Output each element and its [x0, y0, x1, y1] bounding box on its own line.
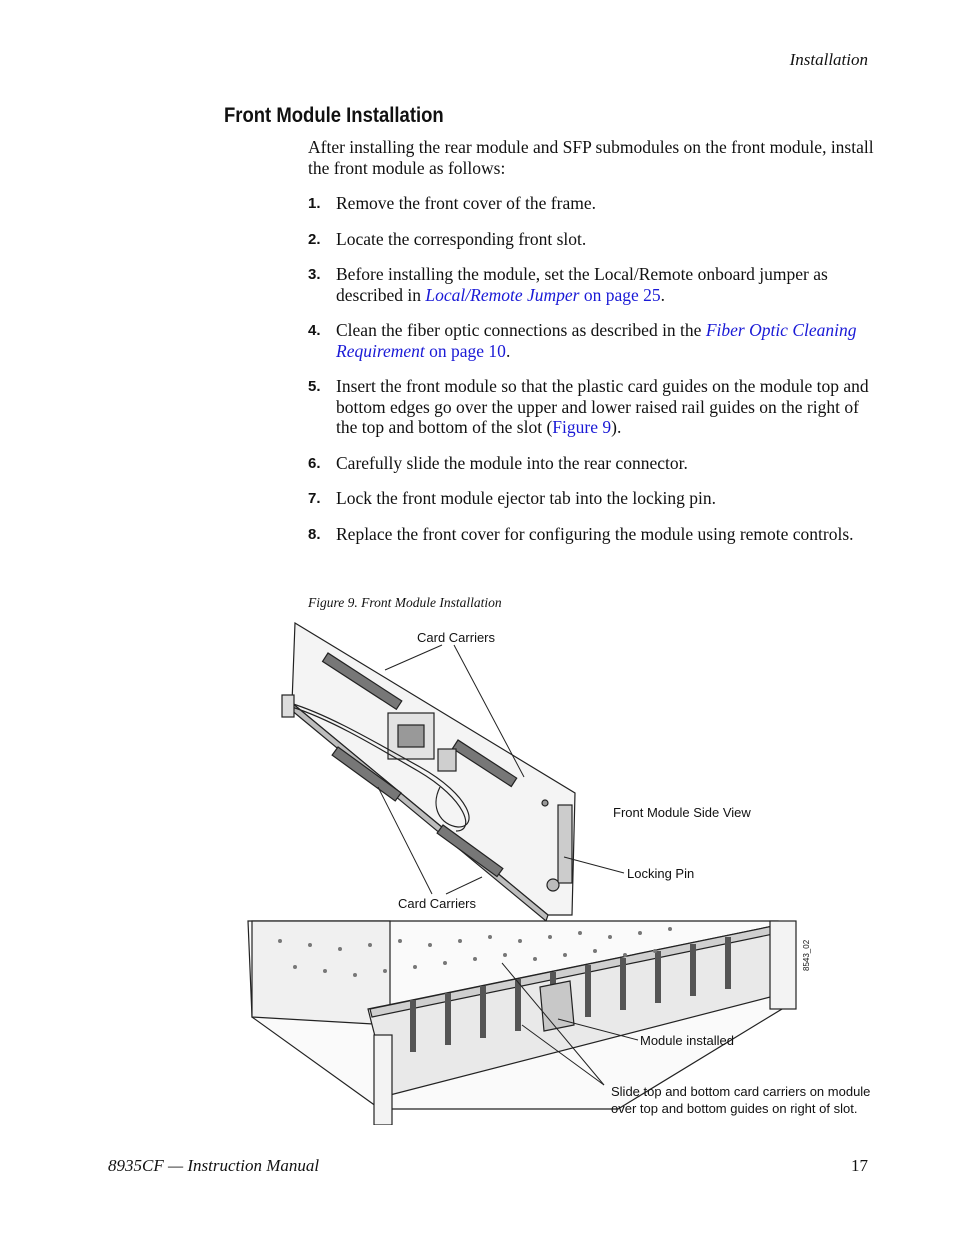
locking-pin: [558, 805, 572, 883]
step-text: Locate the corresponding front slot.: [336, 228, 587, 249]
step-6: [308, 453, 874, 474]
figure-9-link[interactable]: Figure 9: [552, 417, 612, 437]
locking-pin-label: Locking Pin: [627, 866, 695, 881]
section-title: Front Module Installation: [224, 104, 444, 127]
slide-instruction-line1: Slide top and bottom card carriers on module: [611, 1084, 871, 1099]
front-module-installation-figure: [240, 615, 880, 1125]
slide-instruction-label: [611, 1083, 870, 1117]
leader-card-carriers-bottom-2: [446, 877, 482, 894]
step-7: [308, 488, 874, 509]
page-number: 17: [851, 1156, 868, 1175]
installation-steps: [308, 193, 874, 559]
frame-right-ear: [770, 921, 796, 1009]
step-text: Insert the front module so that the plastic card guides on the module top and bottom edges go over the upper and lower raised rail guides on the right of the top and bottom of the slot (: [336, 376, 869, 437]
page-10-link[interactable]: on page 10: [424, 340, 506, 361]
step-text: Before installing the module, set the Local/Remote onboard jumper as described in: [336, 264, 828, 305]
step-number: 3.: [308, 266, 321, 283]
fiber-optic-cleaning-link[interactable]: Fiber Optic Cleaning Requirement: [336, 320, 857, 361]
step-number: 4.: [308, 322, 321, 339]
step-text: Replace the front cover for configuring the module using remote controls.: [336, 523, 854, 544]
step-number: 2.: [308, 230, 321, 248]
figure-id: 8543_02: [802, 939, 811, 971]
page-25-link[interactable]: on page 25: [579, 284, 661, 305]
frame-left-ear: [374, 1035, 392, 1125]
step-text: Remove the front cover of the frame.: [336, 193, 596, 213]
intro-paragraph: After installing the rear module and SFP submodules on the front module, install the front module as follows:: [308, 137, 874, 178]
card-carriers-bottom-label: Card Carriers: [398, 896, 477, 911]
module-installed-label: Module installed: [640, 1033, 734, 1048]
step-number: 5.: [308, 378, 321, 395]
figure-caption: Figure 9. Front Module Installation: [308, 595, 502, 610]
step-number: 8.: [308, 525, 321, 543]
step-number: 6.: [308, 454, 321, 472]
leader-card-carriers-top-1: [385, 645, 442, 670]
installed-module: [540, 981, 574, 1031]
step-1: [308, 193, 874, 214]
step-text: Carefully slide the module into the rear connector.: [336, 452, 688, 473]
slide-instruction-line2: over top and bottom guides on right of slot.: [611, 1101, 858, 1116]
step-2: [308, 229, 874, 250]
step-5: 5. Insert the front module so that the plastic card guides on the module top and bottom edges go over the upper and lower raised rail guides on the right of the top and bottom of the slot (Figure 9).: [308, 376, 869, 437]
step-text: Clean the fiber optic connections as described in the: [336, 320, 706, 340]
card-carriers-top-label: Card Carriers: [417, 630, 496, 645]
front-module-side-view-label: Front Module Side View: [613, 805, 751, 820]
step-text: Lock the front module ejector tab into the locking pin.: [336, 488, 717, 508]
step-number: 1.: [308, 195, 321, 212]
local-remote-jumper-link[interactable]: Local/Remote Jumper: [425, 284, 580, 305]
running-header: Installation: [789, 50, 868, 69]
figure-illustration: [240, 615, 880, 1125]
step-8: [308, 524, 874, 545]
step-3: 3. Before installing the module, set the Local/Remote onboard jumper as described in Local/Remote Jumper on page 25.: [308, 264, 828, 305]
footer-manual-title: 8935CF — Instruction Manual: [108, 1156, 320, 1175]
step-number: 7.: [308, 490, 321, 507]
step-4: 4. Clean the fiber optic connections as described in the Fiber Optic Cleaning Requirement on page 10.: [308, 320, 857, 361]
